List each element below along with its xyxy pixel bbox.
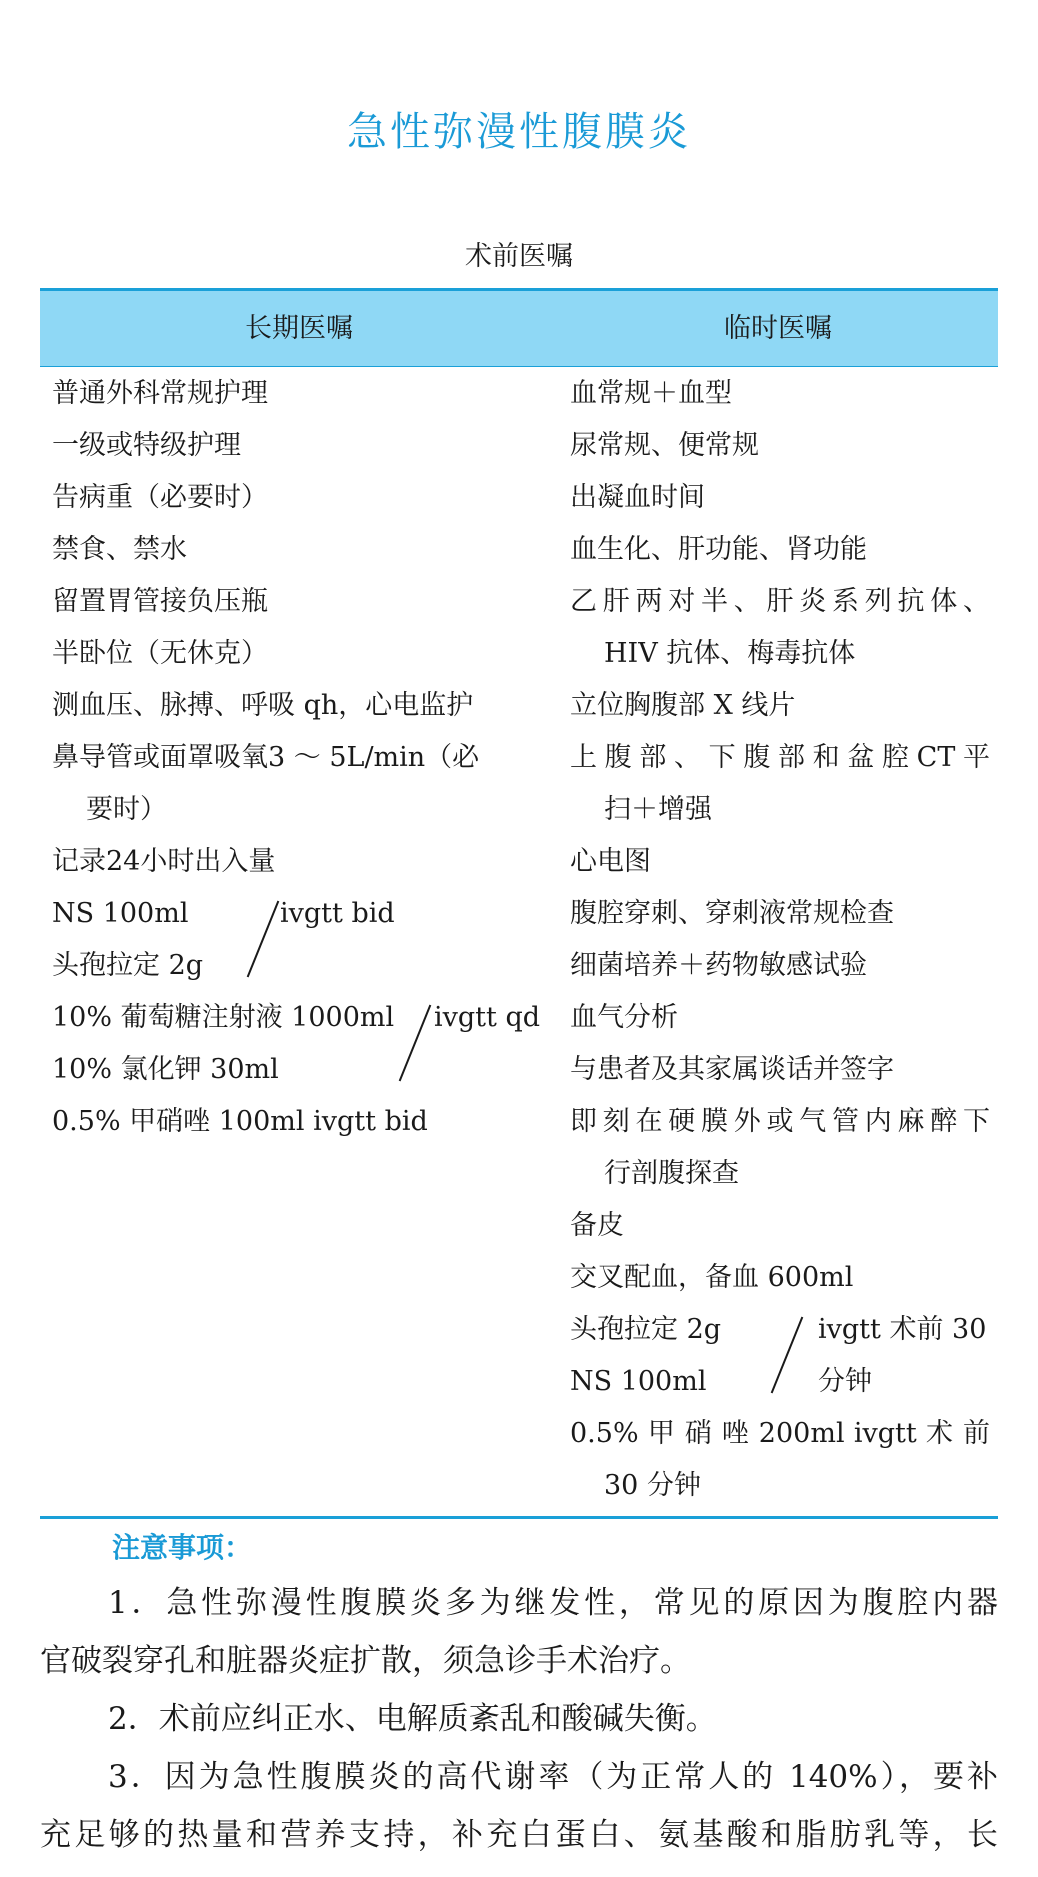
drug-route: ivgtt qd <box>434 1002 541 1033</box>
drug-line: 头孢拉定 2g <box>52 950 204 981</box>
header-temporary-orders: 临时医嘱 <box>724 313 832 344</box>
drug-line: 10% 氯化钾 30ml <box>52 1054 279 1085</box>
section-subtitle: 术前医嘱 <box>465 241 573 272</box>
table-header <box>40 291 998 366</box>
order-item: 乙肝两对半、肝炎系列抗体、 <box>570 586 990 617</box>
order-item: 出凝血时间 <box>570 482 705 513</box>
page-title: 急性弥漫性腹膜炎 <box>347 109 691 155</box>
table-header-rule <box>40 366 998 367</box>
order-item-continued: 要时） <box>86 794 167 825</box>
drug-route-continued: 分钟 <box>818 1366 872 1397</box>
order-item: 心电图 <box>570 846 651 877</box>
grouping-slash <box>399 1005 432 1082</box>
long-term-orders-column <box>52 368 552 1148</box>
order-item: 腹腔穿刺、穿刺液常规检查 <box>570 898 894 929</box>
order-item: 即刻在硬膜外或气管内麻醉下 <box>570 1106 990 1137</box>
drug-route: ivgtt bid <box>280 898 395 929</box>
order-item-continued: 行剖腹探查 <box>604 1158 739 1189</box>
order-item-continued: 扫＋增强 <box>604 794 712 825</box>
order-item-continued: HIV 抗体、梅毒抗体 <box>604 638 856 669</box>
note-line: 3．因为急性腹膜炎的高代谢率（为正常人的 140%），要补 <box>108 1759 998 1795</box>
note-paragraph-3 <box>40 1748 998 1864</box>
order-item: 鼻导管或面罩吸氧3 ～ 5L/min（必 <box>52 742 480 773</box>
notes-title: 注意事项： <box>112 1531 253 1564</box>
order-item-continued: 30 分钟 <box>604 1470 701 1501</box>
order-item: 上腹部、下腹部和盆腔CT平 <box>570 742 990 773</box>
order-item: 备皮 <box>570 1210 624 1241</box>
order-item: 留置胃管接负压瓶 <box>52 586 268 617</box>
drug-line: 头孢拉定 2g <box>570 1314 722 1345</box>
drug-line: NS 100ml <box>52 898 189 929</box>
order-item: 记录24小时出入量 <box>52 846 276 877</box>
order-item: 0.5% 甲硝唑 100ml ivgtt bid <box>52 1106 428 1137</box>
order-item: 半卧位（无休克） <box>52 638 268 669</box>
grouping-slash <box>247 901 280 978</box>
note-line: 2．术前应纠正水、电解质紊乱和酸碱失衡。 <box>108 1701 717 1737</box>
order-item: 血气分析 <box>570 1002 678 1033</box>
note-paragraph-2 <box>40 1690 998 1748</box>
order-item: 0.5% 甲 硝 唑 200ml ivgtt 术 前 <box>570 1418 990 1449</box>
drug-group-1 <box>52 888 552 992</box>
order-item: 交叉配血，备血 600ml <box>570 1262 854 1293</box>
order-item: 一级或特级护理 <box>52 430 241 461</box>
order-item: 测血压、脉搏、呼吸 qh，心电监护 <box>52 690 474 721</box>
grouping-slash <box>771 1317 804 1394</box>
drug-line: NS 100ml <box>570 1366 707 1397</box>
order-item: 与患者及其家属谈话并签字 <box>570 1054 894 1085</box>
drug-route: ivgtt 术前 30 <box>818 1314 987 1345</box>
order-item: 普通外科常规护理 <box>52 378 268 409</box>
drug-group-2 <box>52 992 552 1096</box>
order-item: 立位胸腹部 X 线片 <box>570 690 796 721</box>
drug-group-3 <box>570 1304 990 1408</box>
note-line: 充足够的热量和营养支持，补充白蛋白、氨基酸和脂肪乳等，长 <box>40 1817 998 1853</box>
drug-line: 10% 葡萄糖注射液 1000ml <box>52 1002 395 1033</box>
note-line: 1．急性弥漫性腹膜炎多为继发性，常见的原因为腹腔内器 <box>108 1585 998 1621</box>
temporary-orders-column <box>570 368 990 1512</box>
order-item: 血生化、肝功能、肾功能 <box>570 534 867 565</box>
note-paragraph-1 <box>40 1574 998 1690</box>
order-item: 禁食、禁水 <box>52 534 187 565</box>
table-bottom-rule <box>40 1516 998 1519</box>
header-long-term-orders: 长期医嘱 <box>245 313 353 344</box>
order-item: 细菌培养＋药物敏感试验 <box>570 950 867 981</box>
note-line: 官破裂穿孔和脏器炎症扩散，须急诊手术治疗。 <box>40 1643 691 1679</box>
order-item: 尿常规、便常规 <box>570 430 759 461</box>
order-item: 告病重（必要时） <box>52 482 268 513</box>
order-item: 血常规＋血型 <box>570 378 732 409</box>
